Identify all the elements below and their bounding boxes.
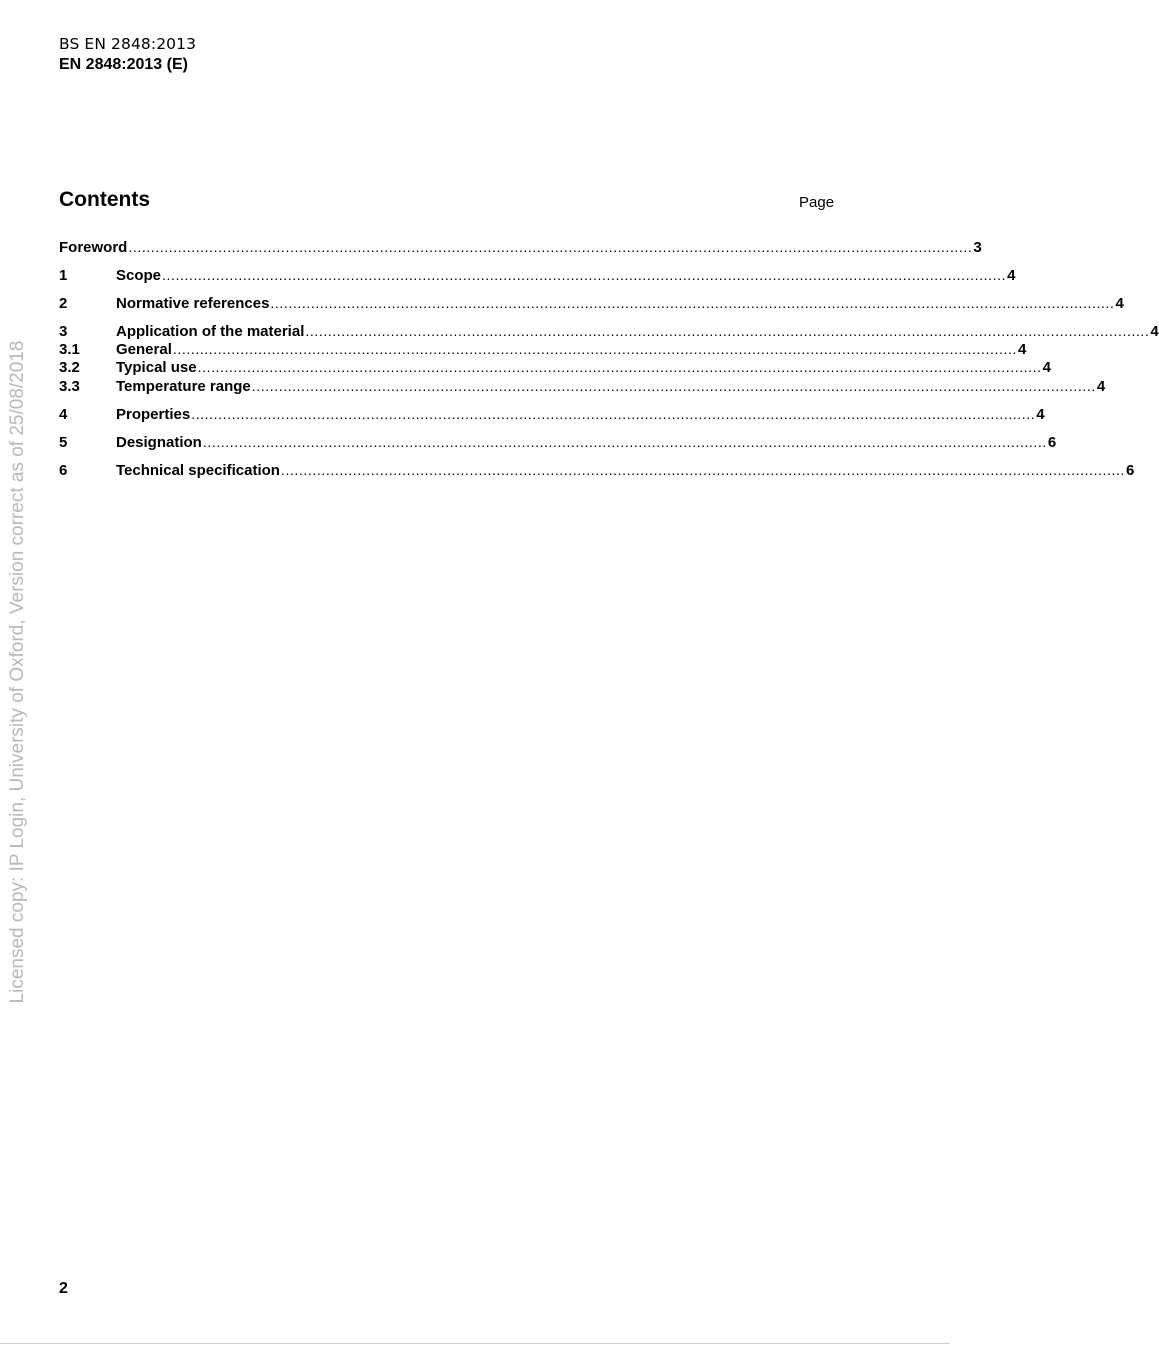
toc-entry-number: 4 bbox=[59, 406, 68, 423]
toc-leader-dots: ............................................................................................................................................................................................ bbox=[172, 341, 1017, 357]
toc-entry-page: 4 bbox=[1096, 378, 1106, 395]
toc-leader-dots: ............................................................................................................................................................................................ bbox=[197, 359, 1042, 375]
toc-entry-title: Designation bbox=[116, 434, 202, 451]
toc-entry-page: 3 bbox=[973, 239, 982, 256]
toc-entry-title: Properties bbox=[116, 406, 191, 423]
contents-heading: Contents bbox=[59, 188, 150, 211]
toc-entry-typical-use[interactable] bbox=[59, 358, 1051, 376]
toc-entry-page: 4 bbox=[1042, 359, 1051, 376]
toc-entry-title: Scope bbox=[116, 267, 162, 284]
page-edge-divider bbox=[0, 1343, 950, 1344]
standard-reference: BS EN 2848:2013 bbox=[59, 35, 197, 53]
toc-leader-dots: ............................................................................................................................................................................................ bbox=[251, 378, 1096, 394]
toc-entry-general[interactable] bbox=[59, 340, 1027, 358]
toc-entry-title: Foreword bbox=[59, 239, 128, 256]
toc-entry-scope[interactable] bbox=[59, 266, 1016, 284]
toc-entry-temperature-range[interactable] bbox=[59, 377, 1106, 395]
toc-entry-number: 5 bbox=[59, 434, 68, 451]
toc-entry-page: 4 bbox=[1036, 406, 1045, 423]
toc-entry-foreword[interactable] bbox=[59, 238, 982, 256]
toc-entry-number: 1 bbox=[59, 267, 68, 284]
toc-entry-designation[interactable] bbox=[59, 433, 1057, 451]
toc-entry-title: General bbox=[116, 341, 172, 358]
toc-leader-dots: ............................................................................................................................................................................................ bbox=[128, 239, 973, 255]
toc-leader-dots: ............................................................................................................................................................................................ bbox=[202, 434, 1047, 450]
toc-entry-title: Normative references bbox=[116, 295, 270, 312]
toc-entry-page: 6 bbox=[1126, 462, 1135, 479]
toc-leader-dots: ............................................................................................................................................................................................ bbox=[305, 323, 1150, 339]
toc-entry-number: 6 bbox=[59, 462, 68, 479]
toc-leader-dots: ............................................................................................................................................................................................ bbox=[162, 267, 1007, 283]
toc-entry-page: 6 bbox=[1047, 434, 1057, 451]
standard-reference-english: EN 2848:2013 (E) bbox=[59, 56, 188, 73]
toc-entry-page: 4 bbox=[1150, 323, 1159, 340]
toc-entry-page: 4 bbox=[1115, 295, 1124, 312]
toc-entry-title: Typical use bbox=[116, 359, 197, 376]
license-watermark: Licensed copy: IP Login, University of Oxford, Version correct as of 25/08/2018 bbox=[7, 340, 28, 1004]
toc-entry-application[interactable] bbox=[59, 322, 1159, 340]
toc-entry-number: 3.1 bbox=[59, 341, 80, 358]
toc-leader-dots: ............................................................................................................................................................................................ bbox=[270, 295, 1115, 311]
page-number: 2 bbox=[59, 1280, 68, 1297]
toc-entry-number: 3 bbox=[59, 323, 68, 340]
toc-entry-properties[interactable] bbox=[59, 405, 1045, 423]
page-column-label: Page bbox=[799, 194, 835, 211]
toc-entry-number: 3.3 bbox=[59, 378, 80, 395]
toc-entry-title: Application of the material bbox=[116, 323, 305, 340]
toc-entry-title: Temperature range bbox=[116, 378, 251, 395]
toc-entry-page: 4 bbox=[1017, 341, 1027, 358]
toc-entry-number: 3.2 bbox=[59, 359, 80, 376]
toc-entry-title: Technical specification bbox=[116, 462, 280, 479]
toc-leader-dots: ............................................................................................................................................................................................ bbox=[280, 462, 1126, 478]
toc-entry-technical-specification[interactable] bbox=[59, 461, 1135, 479]
toc-entry-number: 2 bbox=[59, 295, 68, 312]
toc-entry-page: 4 bbox=[1007, 267, 1016, 284]
toc-entry-normative-references[interactable] bbox=[59, 294, 1124, 312]
toc-leader-dots: ............................................................................................................................................................................................ bbox=[191, 406, 1036, 422]
